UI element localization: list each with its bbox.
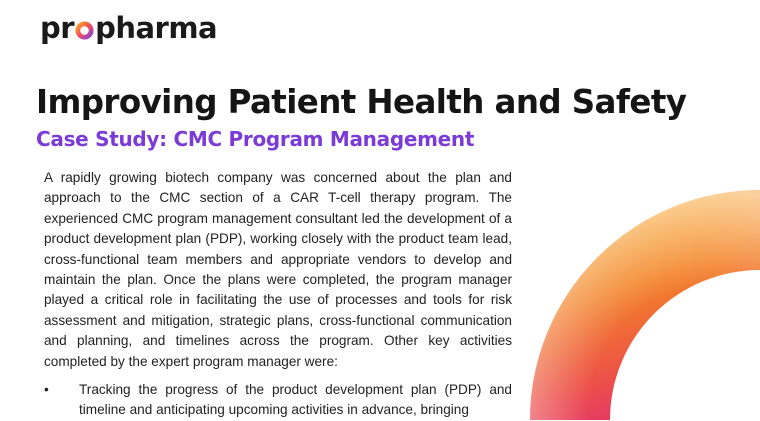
case-study-body xyxy=(44,168,512,421)
list-item-text: Tracking the progress of the product development plan (PDP) and timeline and anticipating upcoming activities in advance, bringing xyxy=(79,382,512,418)
logo-text-post: pharma xyxy=(95,10,218,45)
intro-paragraph: A rapidly growing biotech company was concerned about the plan and approach to the CMC section of a CAR T-cell therapy program. The experienced CMC program management consultant led the development of a product development plan (PDP), working closely with the product team lead, cross-functional team members and appropriate vendors to develop and maintain the plan. Once the plans were completed, the program manager played a critical role in facilitating the use of processes and tools for risk assessment and mitigation, strategic plans, cross-functional communication and planning, and timelines across the program. Other key activities completed by the expert program manager were: xyxy=(44,170,512,369)
propharma-logo xyxy=(40,8,217,48)
logo-wordmark xyxy=(40,10,218,45)
decorative-gradient-arc xyxy=(520,130,760,420)
logo-o-icon xyxy=(75,21,94,40)
logo-text-pre: pr xyxy=(40,10,75,45)
page-title: Improving Patient Health and Safety xyxy=(36,83,687,121)
arc-band-highlight xyxy=(530,190,760,420)
bullet-icon: • xyxy=(44,382,49,398)
page-subtitle: Case Study: CMC Program Management xyxy=(36,127,475,151)
list-item xyxy=(44,380,512,421)
activities-list xyxy=(44,380,512,421)
